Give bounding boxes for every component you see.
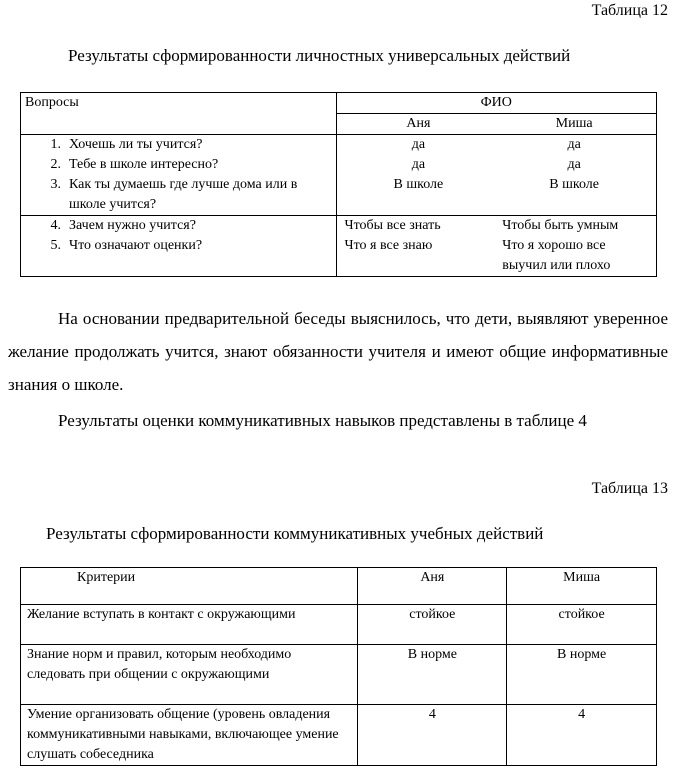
question-text: Как ты думаешь где лучше дома или в школе учится? [69, 177, 298, 212]
question-text: Тебе в школе интересно? [69, 157, 219, 172]
table-row [21, 645, 657, 705]
table12-title: Результаты сформированности личностных универсальных действий [68, 46, 571, 65]
table12 [20, 92, 657, 277]
answer-misha: да [567, 157, 581, 172]
question-number: 2. [50, 157, 61, 172]
question-number: 1. [50, 137, 61, 152]
criterion-cell: Знание норм и правил, которым необходимо следовать при общении с окружающими [21, 645, 358, 705]
questions-cell [21, 216, 337, 277]
table-row [21, 216, 657, 277]
answers-cell [336, 135, 656, 216]
answer-misha: В школе [549, 177, 599, 192]
anya-value: 4 [358, 705, 507, 766]
criterion-cell: Умение организовать общение (уровень овладения коммуникативными навыками, включающее умение слушать собеседника [21, 705, 358, 766]
anya-value: стойкое [358, 605, 507, 645]
misha-header: Миша [555, 116, 593, 131]
table-row [21, 705, 657, 766]
table13-header-row [21, 568, 657, 605]
paragraph-conclusion: На основании предварительной беседы выяснилось, что дети, выявляют уверенное желание продолжать учится, знают обязанности учителя и имеют общие информативные знания о школе. [8, 309, 668, 394]
misha-value: 4 [507, 705, 657, 766]
misha-value: стойкое [507, 605, 657, 645]
answer-anya: да [411, 157, 426, 172]
questions-cell [21, 135, 337, 216]
question-number: 5. [50, 238, 61, 253]
answer-anya: Что я все знаю [344, 238, 433, 253]
names-header [336, 114, 656, 135]
table-row [21, 605, 657, 645]
table12-caption: Таблица 12 [591, 2, 668, 19]
anya-header: Аня [358, 568, 507, 605]
table13-title: Результаты сформированности коммуникативных учебных действий [46, 524, 544, 543]
criterion-cell: Желание вступать в контакт с окружающими [21, 605, 358, 645]
criteria-header: Критерии [21, 568, 358, 605]
misha-value: В норме [507, 645, 657, 705]
paragraph-reference: Результаты оценки коммуникативных навыков представлены в таблице 4 [58, 411, 587, 430]
table12-header-row [21, 93, 657, 114]
answer-anya: В школе [393, 177, 444, 192]
answer-misha: Чтобы быть умным [502, 218, 619, 233]
question-number: 3. [50, 177, 61, 192]
question-number: 4. [50, 218, 61, 233]
answer-anya: да [411, 137, 426, 152]
question-text: Зачем нужно учится? [69, 218, 196, 233]
answer-misha: да [567, 137, 581, 152]
fio-header: ФИО [336, 93, 656, 114]
table13 [20, 567, 657, 766]
question-text: Что означают оценки? [69, 238, 203, 253]
answer-anya: Чтобы все знать [344, 218, 441, 233]
answers-cell [336, 216, 656, 277]
answer-misha: Что я хорошо все выучил или плохо [502, 238, 611, 273]
anya-header: Аня [406, 116, 431, 131]
anya-value: В норме [358, 645, 507, 705]
table-row [21, 135, 657, 216]
question-text: Хочешь ли ты учится? [69, 137, 203, 152]
misha-header: Миша [507, 568, 657, 605]
questions-header: Вопросы [21, 93, 337, 135]
table13-caption: Таблица 13 [591, 480, 668, 497]
